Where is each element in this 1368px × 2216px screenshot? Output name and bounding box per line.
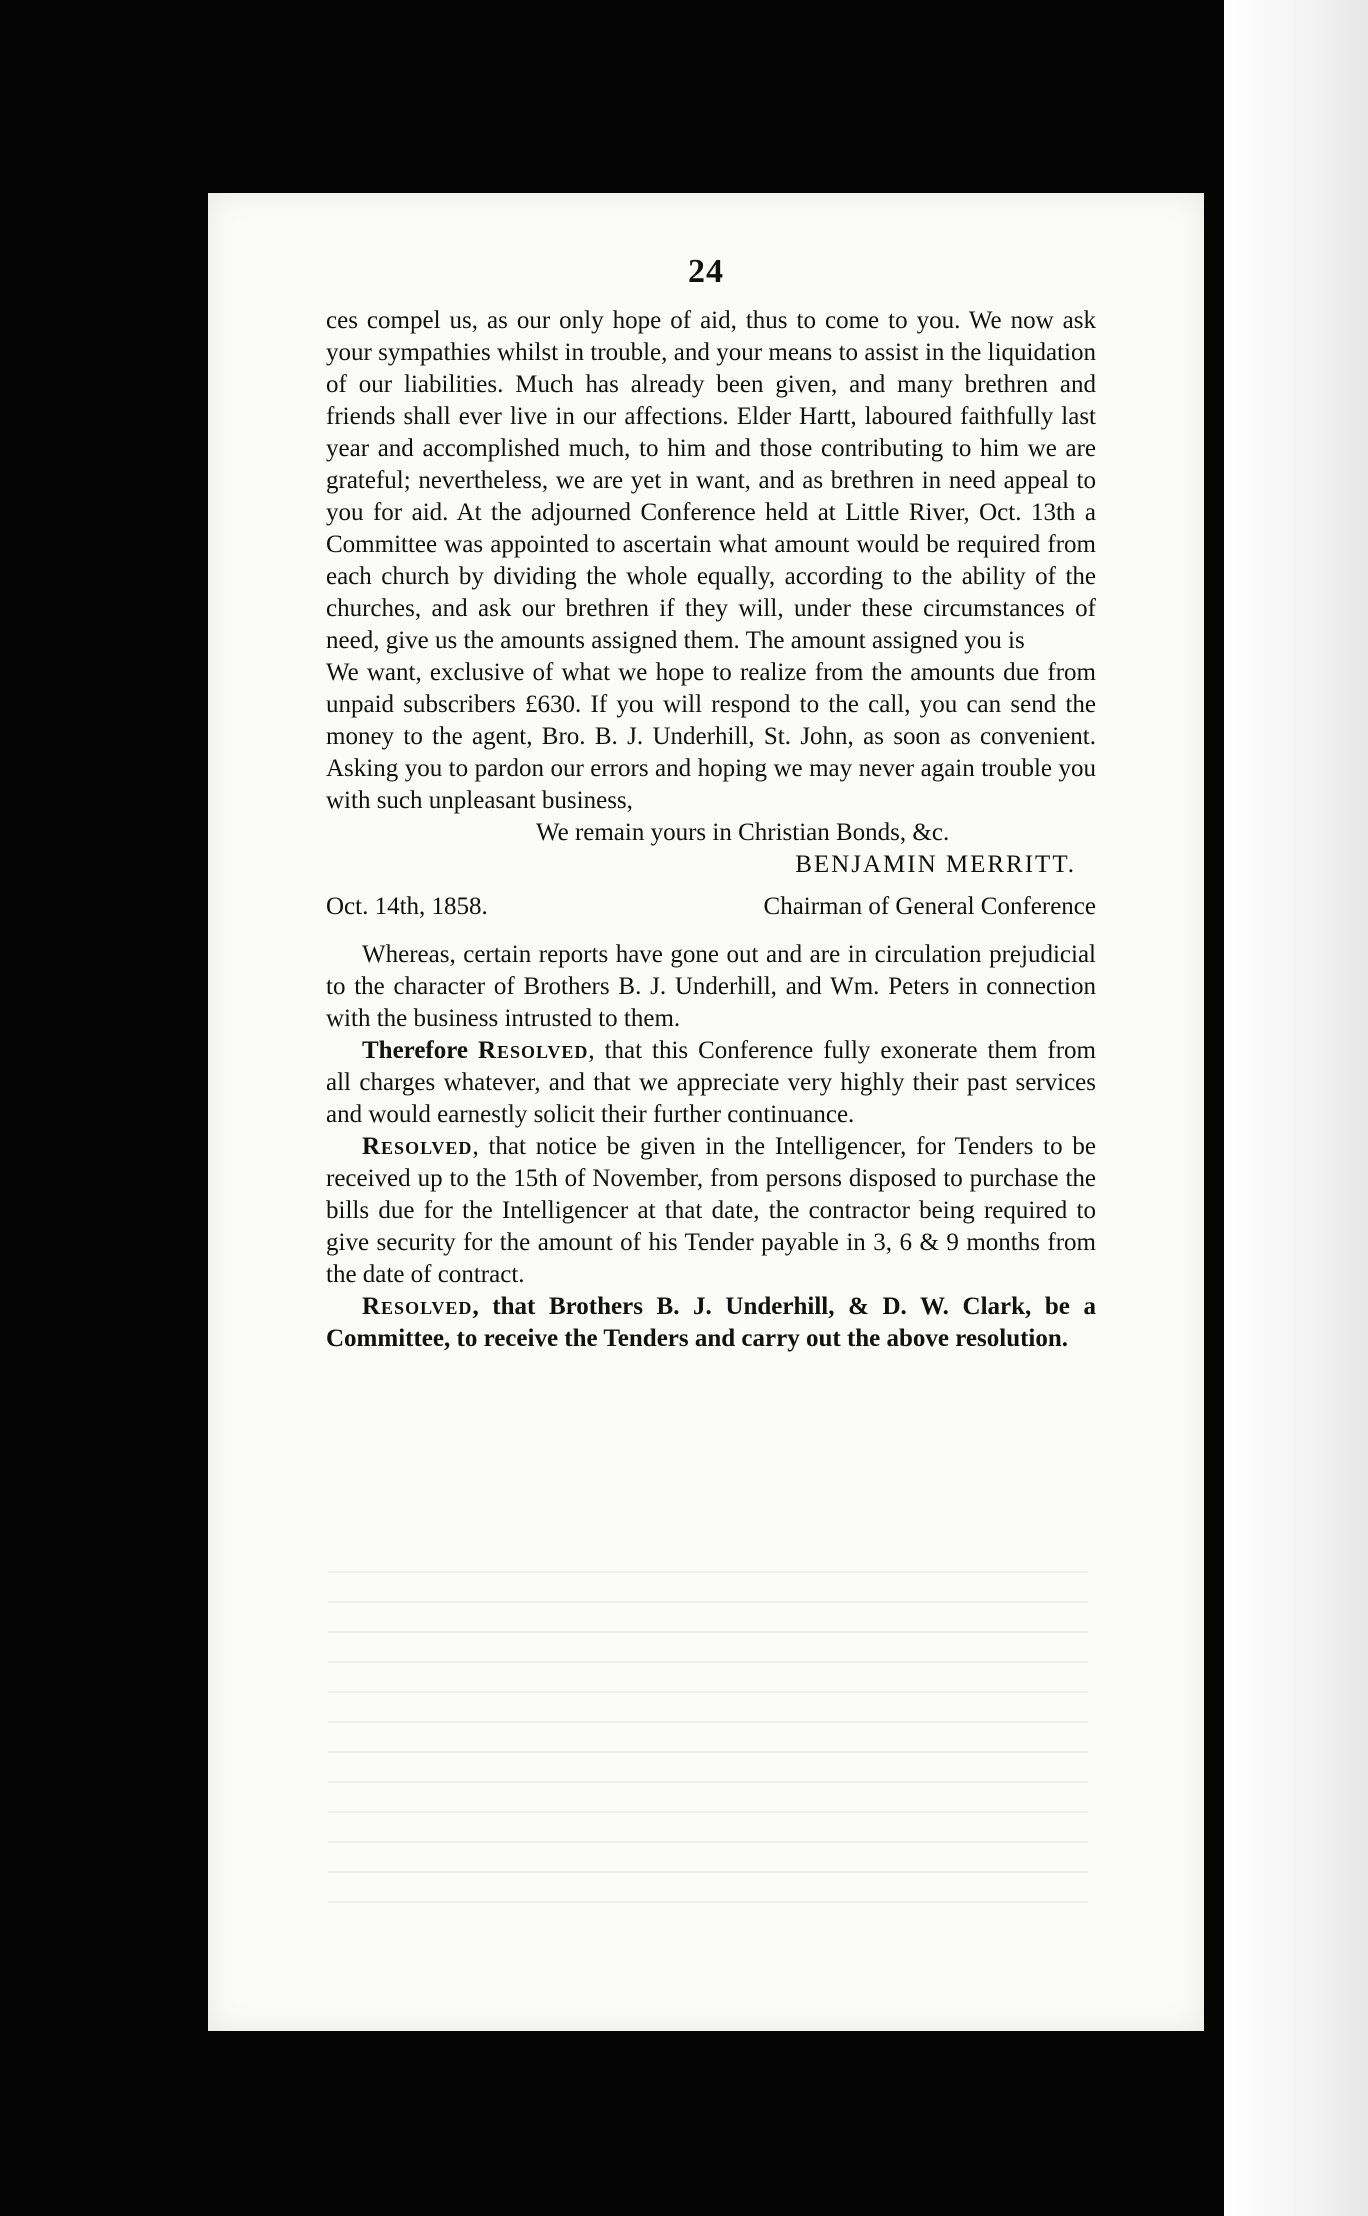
resolution-committee xyxy=(326,1291,1096,1355)
want-paragraph: We want, exclusive of what we hope to realize from the amounts due from unpaid subscribers £630. If you will respond to the call, you can send the money to the agent, Bro. B. J. Underhill, St. John, as soon as convenient. Asking you to pardon our errors and hoping we may never again trouble you with such unpleasant business, xyxy=(326,659,1096,814)
letter-date: Oct. 14th, 1858. xyxy=(326,893,488,920)
resolved-word: Resolved xyxy=(362,1293,473,1320)
document-page xyxy=(208,193,1204,2031)
resolution-committee-text: , that Brothers B. J. Underhill, & D. W. Clark, be a Committee, to receive the Tenders and carry out the above resolution. xyxy=(326,1293,1096,1352)
signature-name: BENJAMIN MERRITT. xyxy=(795,851,1076,878)
resolution-exonerate xyxy=(326,1035,1096,1131)
resolved-word: Resolved xyxy=(477,1037,589,1064)
resolution-tenders-text: , that notice be given in the Intelligencer, for Tenders to be received up to the 15th of November, from persons disposed to purchase the bills due for the Intelligencer at that date, the contractor being required to give security for the amount of his Tender payable in 3, 6 & 9 months from the date of contract. xyxy=(326,1133,1096,1288)
therefore-word: Therefore xyxy=(362,1037,468,1064)
resolution-exonerate-text: , that this Conference fully exonerate them from all charges whatever, and that we appreciate very highly their past services and would earnestly solicit their further continuance. xyxy=(326,1037,1097,1128)
appeal-paragraph: ces compel us, as our only hope of aid, thus to come to you. We now ask your sympathies whilst in trouble, and your means to assist in the liquidation of our liabilities. Much has already been given, and many brethren and friends shall ever live in our affections. Elder Hartt, laboured faithfully last year and accomplished much, to him and those contributing to him we are grateful; nevertheless, we are yet in want, and as brethren in need appeal to you for aid. At the adjourned Conference held at Little River, Oct. 13th a Committee was appointed to ascertain what amount would be required from each church by dividing the whole equally, according to the ability of the churches, and ask our brethren if they will, under these circumstances of need, give us the amounts assigned them. The amount assigned you is xyxy=(326,307,1096,654)
whereas-paragraph: Whereas, certain reports have gone out and are in circulation prejudicial to the character of Brothers B. J. Underhill, and Wm. Peters in connection with the business intrusted to them. xyxy=(326,941,1096,1032)
resolved-word: Resolved xyxy=(362,1133,473,1160)
show-through-bleed xyxy=(328,1543,1088,1923)
page-number: 24 xyxy=(688,253,724,290)
signature-title: Chairman of General Conference xyxy=(763,893,1096,920)
date-signature-row xyxy=(326,891,1096,923)
resolution-tenders xyxy=(326,1131,1096,1291)
page-edge xyxy=(1224,0,1368,2216)
document-text xyxy=(326,305,1096,1355)
closing-line: We remain yours in Christian Bonds, &c. xyxy=(536,819,950,846)
